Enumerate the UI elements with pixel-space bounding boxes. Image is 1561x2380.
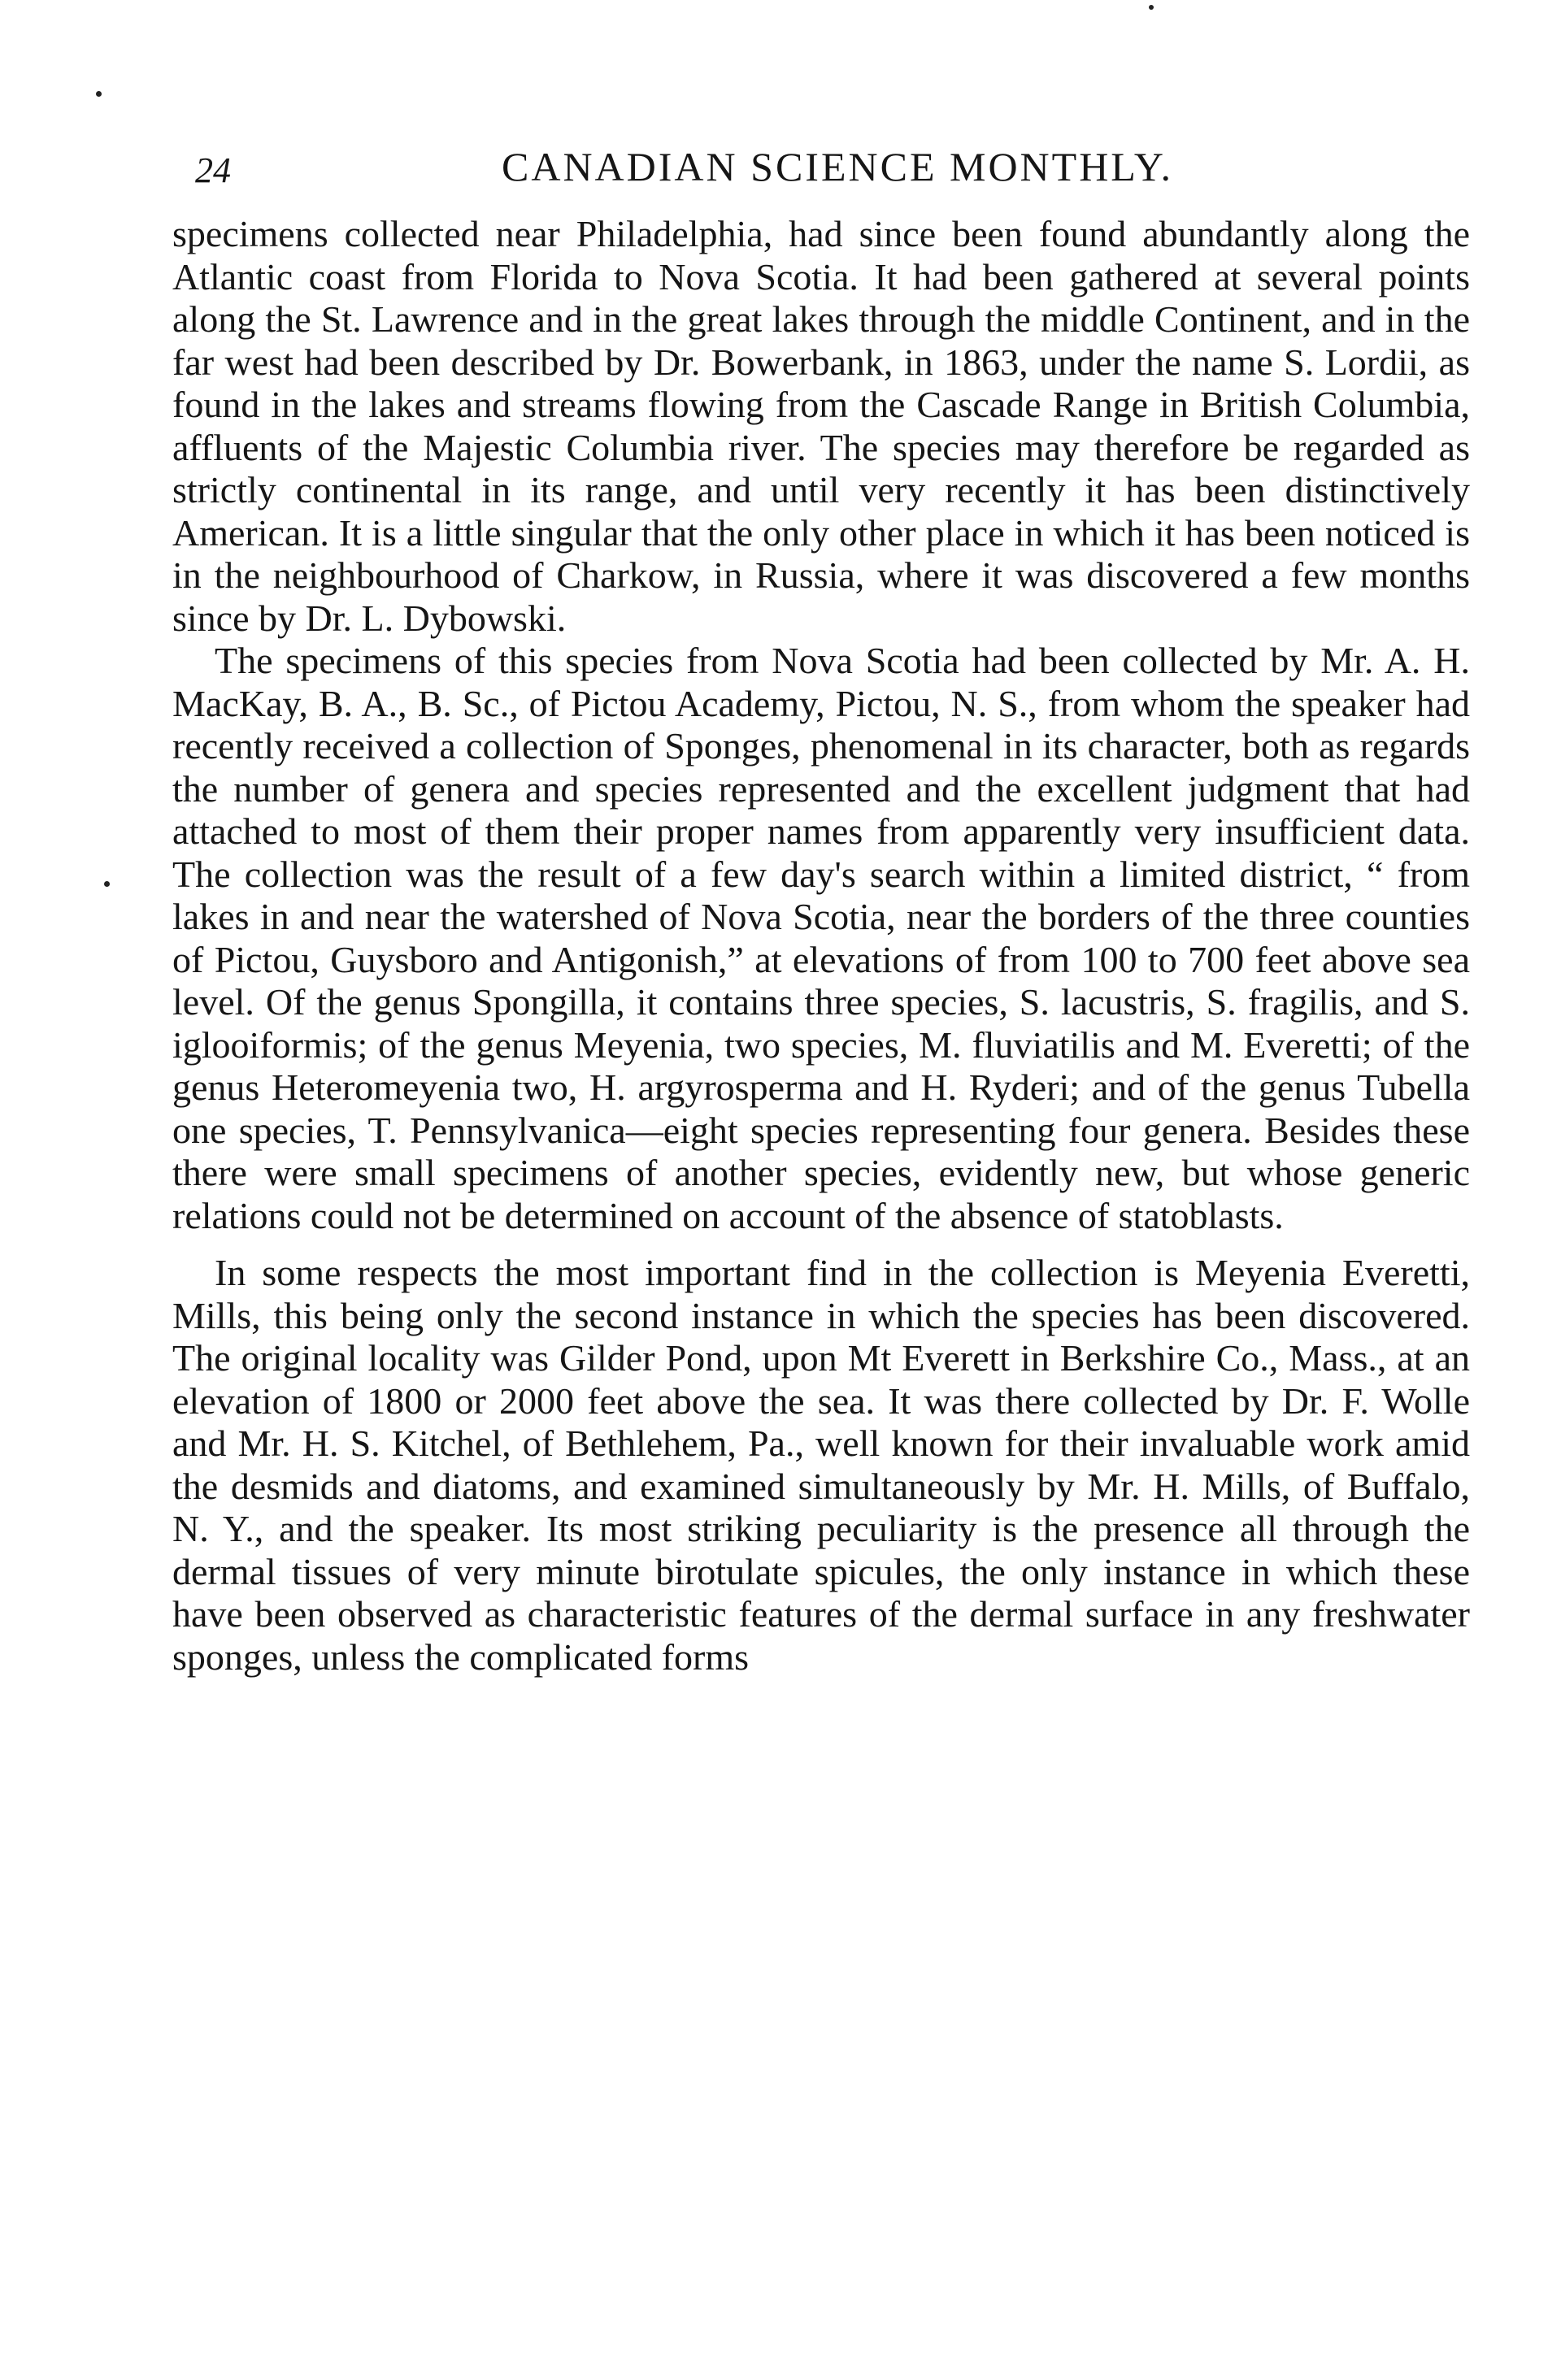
article-body (172, 213, 1470, 1679)
scan-speck (104, 881, 110, 887)
paragraph: The specimens of this species from Nova Scotia had been collected by Mr. A. H. MacKay, B. A., B. Sc., of Pictou Academy, Pictou, N. S., from whom the speaker had recently received a collection of Sponges, phenomenal in its character, both as regards the number of genera and species represented and the excellent judgment that had attached to most of them their proper names from apparently very insufficient data. The collection was the result of a few day's search within a limited district, “ from lakes in and near the watershed of Nova Scotia, near the borders of the three counties of Pictou, Guysboro and Antigonish,” at elevations of from 100 to 700 feet above sea level. Of the genus Spongilla, it contains three species, S. lacustris, S. fragilis, and S. iglooiformis; of the genus Meyenia, two species, M. fluviatilis and M. Everetti; of the genus Heteromeyenia two, H. argyrosperma and H. Ryderi; and of the genus Tubella one species, T. Pennsylvanica—eight species representing four genera. Besides these there were small specimens of another species, evidently new, but whose generic relations could not be determined on account of the absence of statoblasts. (172, 640, 1470, 1236)
paragraph: In some respects the most important find in the collection is Meyenia Everetti, Mills, this being only the second instance in which the species has been discovered. The original locality was Gilder Pond, upon Mt Everett in Berkshire Co., Mass., at an elevation of 1800 or 2000 feet above the sea. It was there collected by Dr. F. Wolle and Mr. H. S. Kitchel, of Bethlehem, Pa., well known for their invaluable work amid the desmids and diatoms, and examined simultaneously by Mr. H. Mills, of Buffalo, N. Y., and the speaker. Its most striking peculiarity is the presence all through the dermal tissues of very minute birotulate spicules, the only instance in which these have been observed as characteristic features of the dermal surface in any freshwater sponges, unless the complicated forms (172, 1252, 1470, 1678)
running-title: CANADIAN SCIENCE MONTHLY. (501, 144, 1174, 189)
paragraph: specimens collected near Philadelphia, had since been found abundantly along the Atlantic coast from Florida to Nova Scotia. It had been gathered at several points along the St. Lawrence and in the great lakes through the middle Continent, and in the far west had been described by Dr. Bowerbank, in 1863, under the name S. Lordii, as found in the lakes and streams flowing from the Cascade Range in British Columbia, affluents of the Majestic Columbia river. The species may therefore be regarded as strictly continental in its range, and until very recently it has been distinctively American. It is a little singular that the only other place in which it has been noticed is in the neighbourhood of Charkow, in Russia, where it was discovered a few months since by Dr. L. Dybowski. (172, 213, 1470, 639)
scan-speck (1149, 5, 1154, 10)
page-number: 24 (195, 150, 231, 190)
scan-speck (96, 91, 102, 97)
page-header (195, 143, 1480, 200)
